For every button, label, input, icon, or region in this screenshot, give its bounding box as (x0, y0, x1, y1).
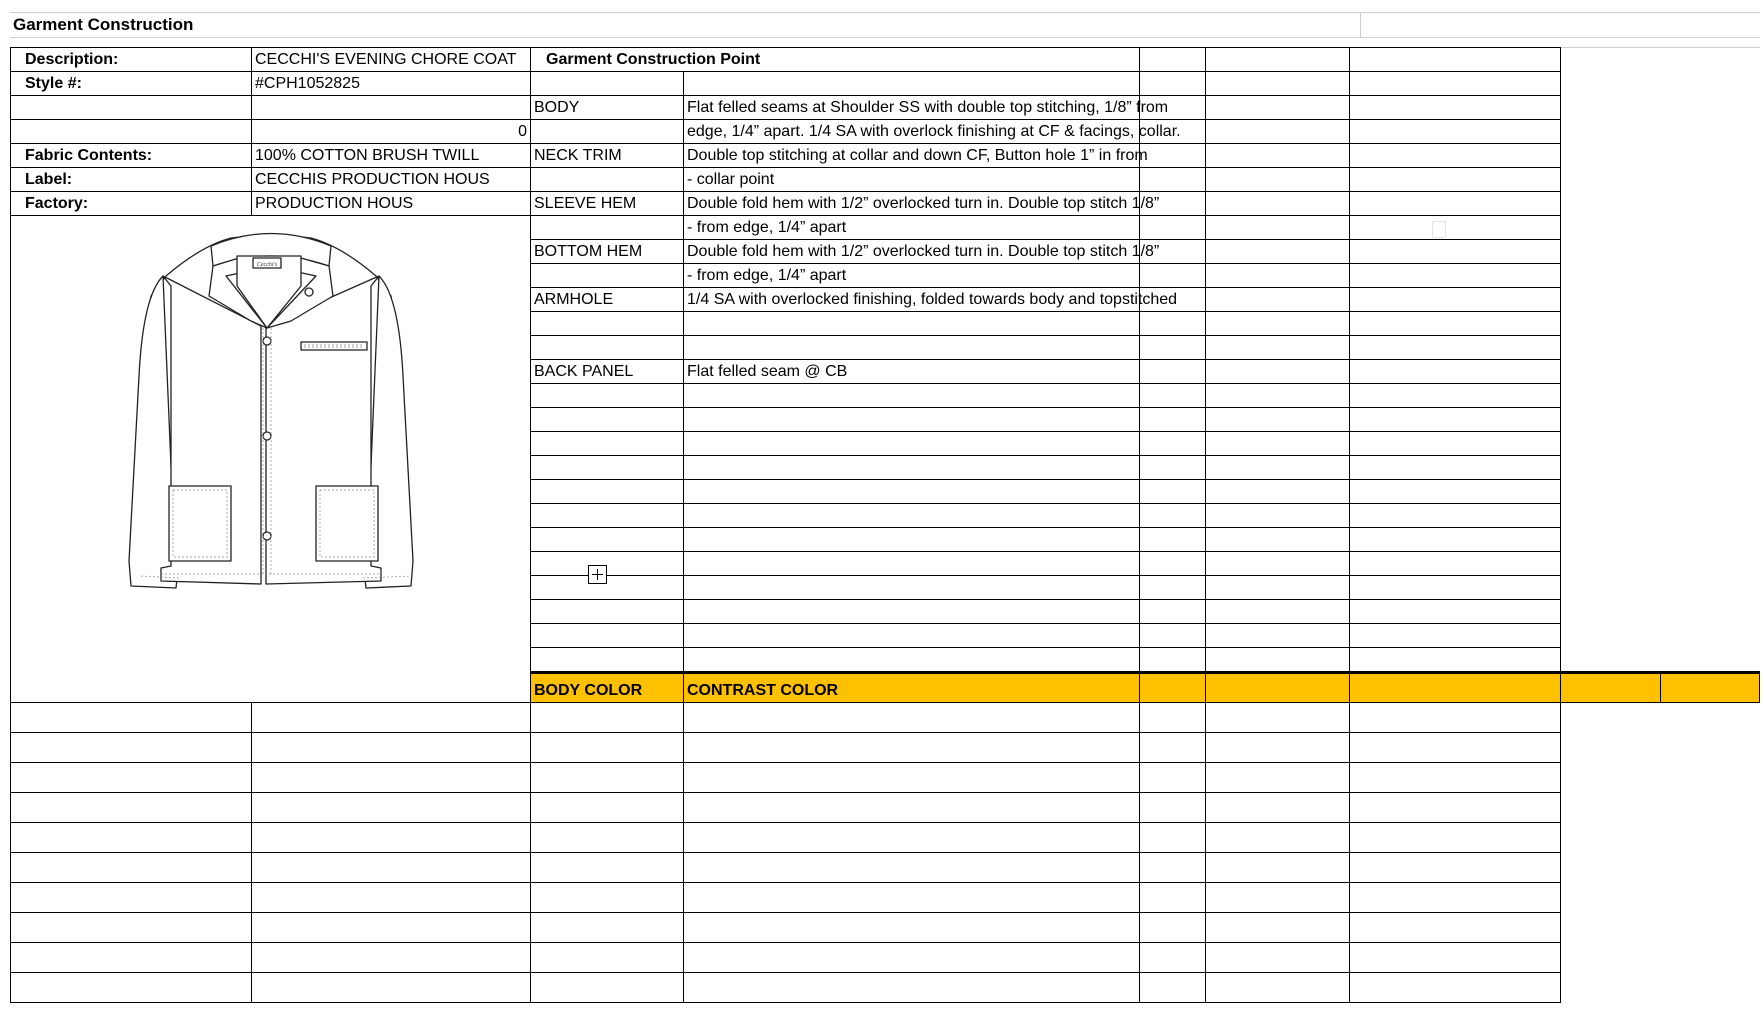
point-sleeve-hem[interactable]: SLEEVE HEM (531, 192, 684, 216)
detail-neck-trim-2[interactable]: - collar point (684, 168, 1140, 192)
label-value[interactable]: CECCHIS PRODUCTION HOUS (252, 168, 531, 192)
chore-coat-sketch (11, 216, 531, 664)
body-color-header: BODY COLOR (531, 673, 684, 703)
sheet-title: Garment Construction (13, 15, 194, 34)
detail-sleeve-hem-2[interactable]: - from edge, 1/4” apart (684, 216, 1140, 240)
style-label: Style #: (11, 72, 252, 96)
point-armhole[interactable]: ARMHOLE (531, 288, 684, 312)
contrast-color-header: CONTRAST COLOR (684, 673, 1140, 703)
point-body[interactable]: BODY (531, 96, 684, 120)
fabric-value[interactable]: 100% COTTON BRUSH TWILL (252, 144, 531, 168)
detail-back-panel-1[interactable]: Flat felled seam @ CB (684, 360, 1140, 384)
detail-bottom-hem-2[interactable]: - from edge, 1/4” apart (684, 264, 1140, 288)
construction-point-header: Garment Construction Point (531, 48, 1140, 72)
color-row (11, 733, 1760, 763)
color-row (11, 853, 1760, 883)
color-row (11, 973, 1760, 1003)
detail-bottom-hem-1[interactable]: Double fold hem with 1/2” overlocked turn in. Double top stitch 1/8” (684, 240, 1140, 264)
factory-value[interactable]: PRODUCTION HOUS (252, 192, 531, 216)
title-row (10, 12, 1760, 38)
color-row (11, 913, 1760, 943)
fabric-label: Fabric Contents: (11, 144, 252, 168)
description-label: Description: (11, 48, 252, 72)
color-row (11, 943, 1760, 973)
color-row (11, 763, 1760, 793)
label-label: Label: (11, 168, 252, 192)
color-row (11, 703, 1760, 733)
color-row (11, 823, 1760, 853)
description-value[interactable]: CECCHI'S EVENING CHORE COAT (252, 48, 531, 72)
zero-cell[interactable]: 0 (252, 120, 531, 144)
color-row (11, 793, 1760, 823)
sketch-label-tag: Cecchi's (256, 262, 278, 268)
detail-body-1[interactable]: Flat felled seams at Shoulder SS with double top stitching, 1/8” from (684, 96, 1140, 120)
add-cell-plus-icon[interactable] (588, 565, 607, 584)
color-row (11, 883, 1760, 913)
detail-neck-trim-1[interactable]: Double top stitching at collar and down CF, Button hole 1” in from (684, 144, 1140, 168)
faint-document-icon (1432, 221, 1446, 238)
point-back-panel[interactable]: BACK PANEL (531, 360, 684, 384)
detail-body-2[interactable]: edge, 1/4” apart. 1/4 SA with overlock finishing at CF & facings, collar. (684, 120, 1140, 144)
detail-armhole-1[interactable]: 1/4 SA with overlocked finishing, folded towards body and topstitched (684, 288, 1140, 312)
detail-sleeve-hem-1[interactable]: Double fold hem with 1/2” overlocked turn in. Double top stitch 1/8” (684, 192, 1140, 216)
style-value[interactable]: #CPH1052825 (252, 72, 531, 96)
point-bottom-hem[interactable]: BOTTOM HEM (531, 240, 684, 264)
point-neck-trim[interactable]: NECK TRIM (531, 144, 684, 168)
garment-sketch-cell (11, 216, 531, 703)
construction-table (10, 47, 1760, 1003)
factory-label: Factory: (11, 192, 252, 216)
